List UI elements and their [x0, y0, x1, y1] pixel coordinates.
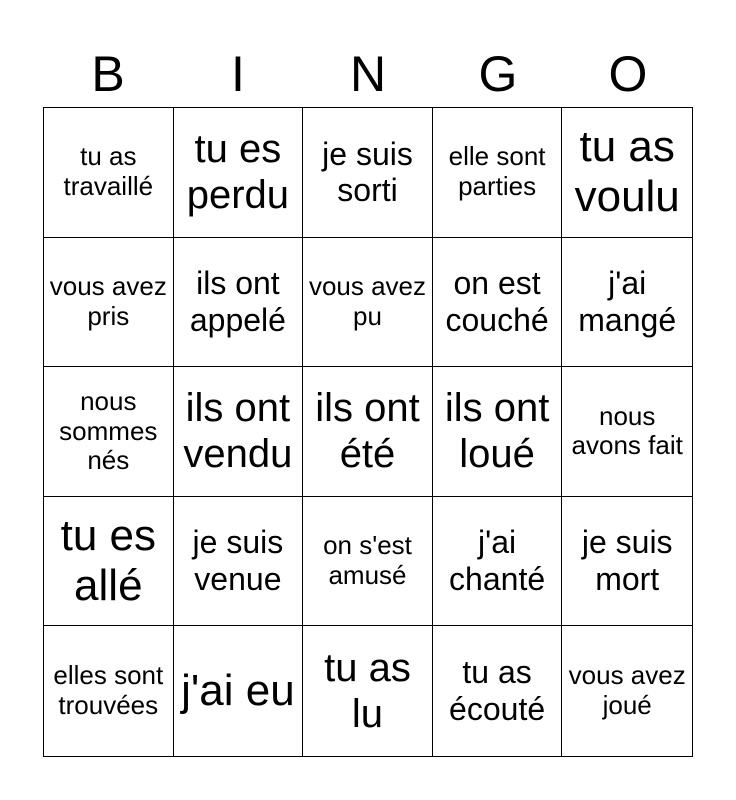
- bingo-cell: vous avez pris: [44, 238, 174, 368]
- bingo-cell: elle sont parties: [433, 108, 563, 238]
- bingo-cell: tu as voulu: [562, 108, 692, 238]
- header-letter-n: N: [349, 46, 387, 102]
- bingo-cell: vous avez pu: [303, 238, 433, 368]
- bingo-cell: tu as travaillé: [44, 108, 174, 238]
- bingo-cell: ils ont appelé: [174, 238, 304, 368]
- bingo-cell: je suis venue: [174, 497, 304, 627]
- bingo-cell: tu as lu: [303, 626, 433, 756]
- bingo-cell: ils ont vendu: [174, 367, 304, 497]
- bingo-cell: ils ont loué: [433, 367, 563, 497]
- bingo-cell: elles sont trouvées: [44, 626, 174, 756]
- bingo-cell: on est couché: [433, 238, 563, 368]
- bingo-cell: tu as écouté: [433, 626, 563, 756]
- bingo-cell: j'ai eu: [174, 626, 304, 756]
- header-letter-b: B: [91, 46, 125, 102]
- bingo-cell: nous sommes nés: [44, 367, 174, 497]
- bingo-card-grid: [43, 107, 693, 757]
- bingo-cell: j'ai chanté: [433, 497, 563, 627]
- bingo-cell: ils ont été: [303, 367, 433, 497]
- bingo-cell: tu es allé: [44, 497, 174, 627]
- bingo-cell: nous avons fait: [562, 367, 692, 497]
- header-letter-o: O: [608, 46, 648, 102]
- bingo-cell: j'ai mangé: [562, 238, 692, 368]
- header-letter-i: I: [231, 46, 245, 102]
- header-letter-g: G: [478, 46, 518, 102]
- bingo-cell: on s'est amusé: [303, 497, 433, 627]
- bingo-cell: je suis sorti: [303, 108, 433, 238]
- bingo-cell: tu es perdu: [174, 108, 304, 238]
- bingo-cell: je suis mort: [562, 497, 692, 627]
- bingo-cell: vous avez joué: [568, 660, 686, 721]
- bingo-header: [43, 40, 693, 108]
